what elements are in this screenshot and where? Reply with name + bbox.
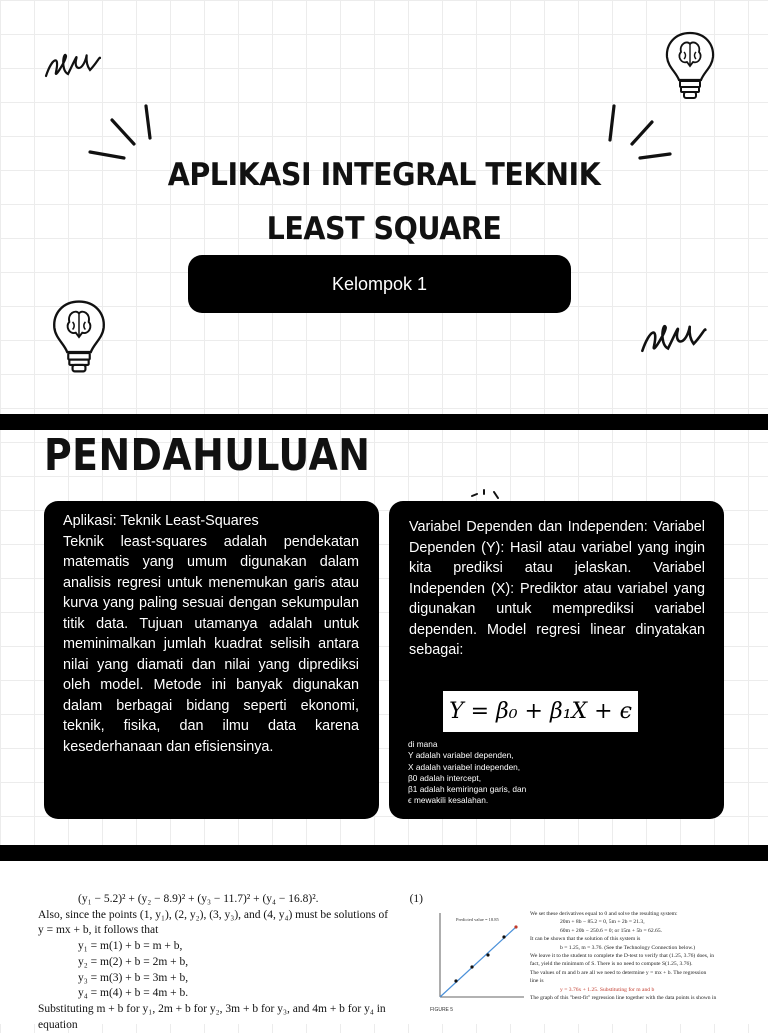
explain-line: ϵ mewakili kesalahan. (408, 795, 489, 806)
textbook-line: The graph of this "best-fit" regression line together with the data points is shown in (530, 995, 717, 1002)
regression-formula: Y = β₀ + β₁X + ϵ (443, 691, 638, 732)
page-title: APLIKASI INTEGRAL TEKNIK LEAST SQUARE (167, 157, 601, 247)
textbook-line: The values of m and b are all we need to determine y = mx + b. The regression (530, 969, 707, 976)
textbook-line: 60m + 20b − 250.6 = 0; or 15m + 5b = 62.65. (560, 927, 663, 934)
textbook-line: b = 1.25, m = 3.76. (See the Technology Connection below.) (560, 944, 696, 951)
explain-line: Y adalah variabel dependen, (408, 750, 514, 761)
intro-card (44, 501, 379, 819)
figure-label: FIGURE 5 (430, 1007, 454, 1013)
equation-line: y₁ = m(1) + b = m + b, (78, 940, 183, 953)
textbook-line: Substituting m + b for y₁, 2m + b for y₂, 3m + b for y₃, and 4m + b for y₄ in equation (38, 1002, 386, 1031)
textbook-line: y = 3.76x + 1.25. Substituting for m and b (560, 986, 655, 993)
slide-divider (0, 414, 768, 430)
equation-line: y₂ = m(2) + b = 2m + b, (78, 955, 189, 968)
explain-line: X adalah variabel independen, (408, 761, 521, 772)
predicted-label: Predicted value = 18.85 (456, 917, 499, 922)
sparkle-lines-icon (468, 488, 504, 502)
regression-figure (428, 905, 528, 1015)
textbook-left-column (38, 892, 423, 1033)
slide-divider (0, 845, 768, 861)
intro-card-title: Aplikasi: Teknik Least-Squares (63, 513, 259, 529)
section-heading: PENDAHULUAN (44, 430, 371, 481)
textbook-line: (y₁ − 5.2)² + (y₂ − 8.9)² + (y₃ − 11.7)² + (y₄ − 16.8)². (1) (38, 892, 423, 908)
scribble-loop-icon (44, 48, 104, 82)
textbook-line: y = mx + b, it follows that (38, 924, 159, 937)
explain-line: β1 adalah kemiringan garis, dan (408, 784, 527, 795)
intro-card-body: Teknik least-squares adalah pendekatan matematis yang umum digunakan dalam analisis regresi untuk menemukan garis atau kurva yang paling sesuai dengan sekumpulan titik data. Tujuan utamanya adalah untuk meminimalkan jumlah kuadrat selisih antara nilai yang diamati dan nilai yang diprediksi oleh model. Metode ini banyak digunakan dalam berbagai bidang seperti ekonomi, teknik, fisika, dan ilmu data karena kesederhanaan dan efisiensinya. (63, 533, 359, 755)
formula-explanation (408, 739, 568, 807)
explain-line: β0 adalah intercept, (408, 772, 482, 783)
textbook-line: fact, yield the minimum of S. There is no need to compute S(1.25, 3.76). (530, 961, 693, 968)
bulb-brain-icon (663, 30, 717, 102)
equation-line: y₃ = m(3) + b = 3m + b, (78, 971, 189, 984)
textbook-line: line is (530, 978, 544, 985)
equation-line: y₄ = m(4) + b = 4m + b. (78, 987, 189, 1000)
textbook-line: Also, since the points (1, y₁), (2, y₂), (3, y₃), and (4, y₄) must be solutions of (38, 908, 389, 921)
subtitle-label: Kelompok 1 (331, 273, 428, 294)
textbook-line: It can be shown that the solution of this system is (530, 936, 641, 943)
bulb-brain-icon (50, 298, 108, 376)
scribble-loop-icon (640, 318, 710, 358)
equation-number: (1) (409, 893, 423, 905)
variables-card-body: Variabel Dependen dan Independen: Variabel Dependen (Y): Hasil atau variabel yang ingin kita prediksi atau jelaskan. Variabel Independen (X): Prediktor atau variabel yang digunakan untuk memprediksi variabel dependen. Model regresi linear dinyatakan sebagai: (409, 519, 705, 658)
subtitle-badge (188, 255, 571, 313)
textbook-right-column (530, 910, 760, 1002)
textbook-line: 20m + 8b − 85.2 = 0, 5m + 2b = 21.3, (560, 919, 645, 926)
textbook-line: We leave it to the student to complete the D-test to verify that (1.25, 3.76) does, in (530, 953, 715, 960)
textbook-line: We set these derivatives equal to 0 and solve the resulting system: (530, 911, 678, 917)
explain-line: di mana (408, 739, 438, 749)
